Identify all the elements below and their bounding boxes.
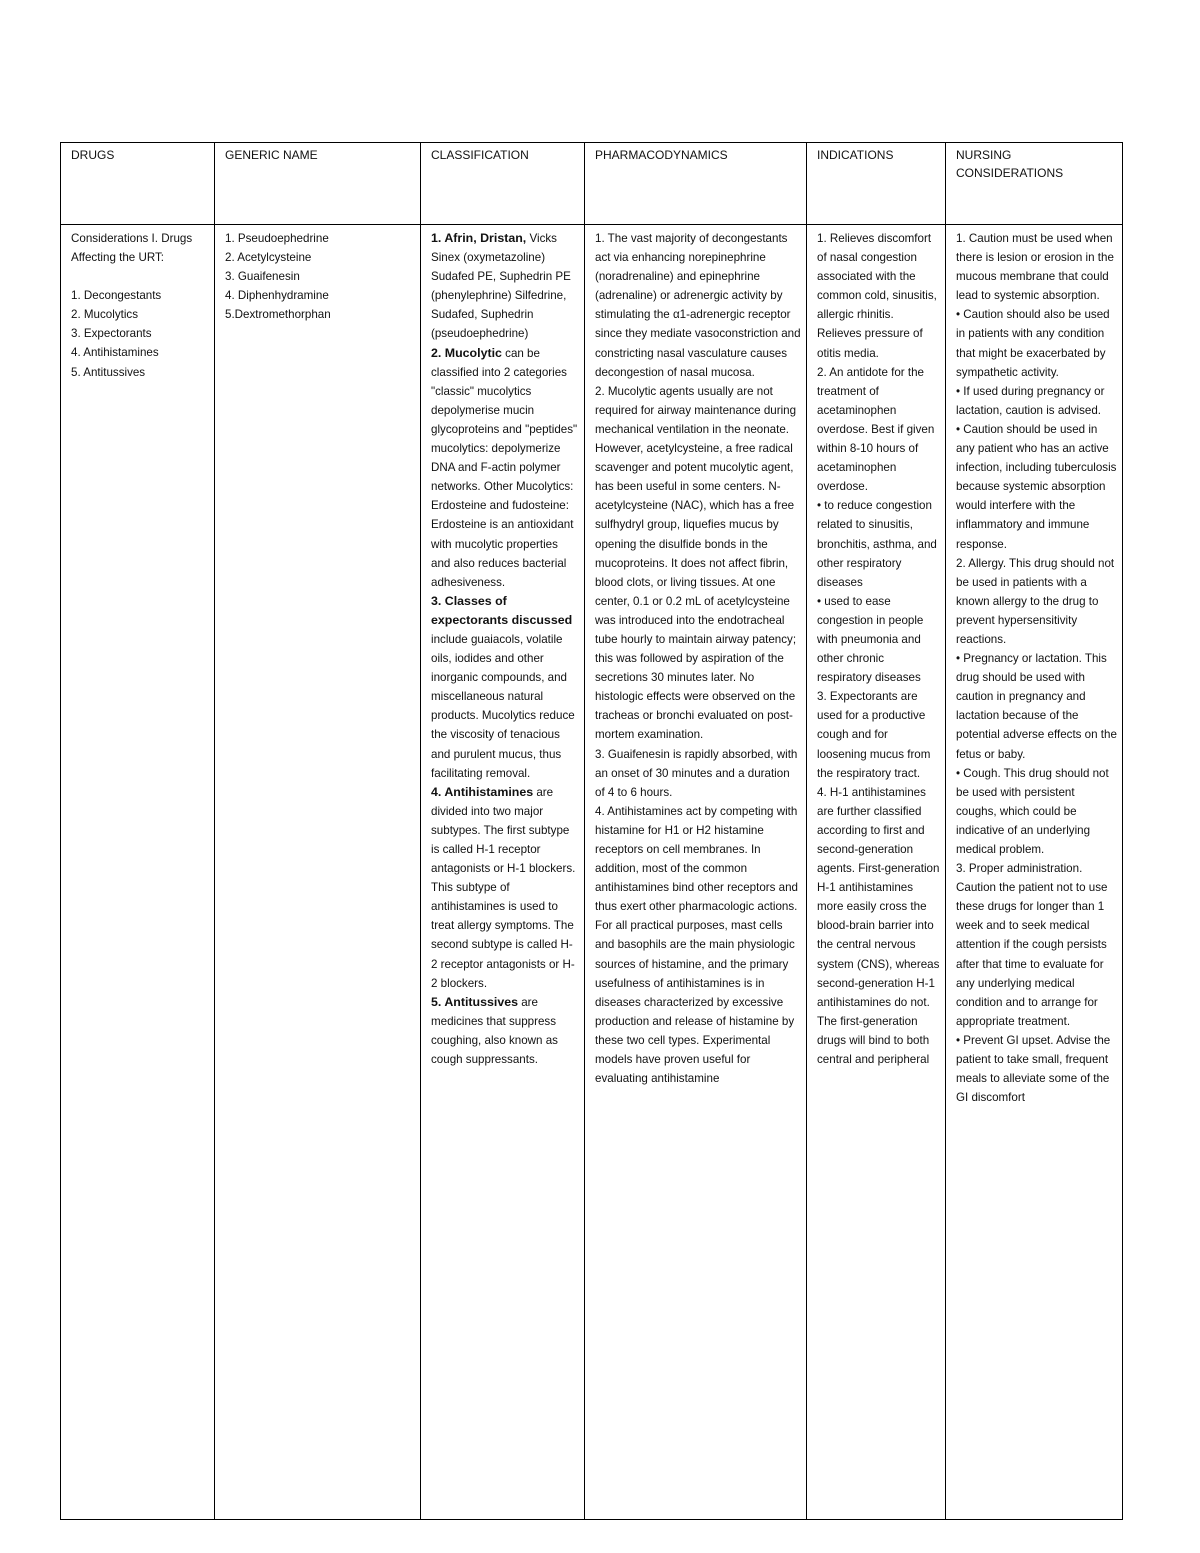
nursing-entry: • If used during pregnancy or lactation, caution is advised. <box>956 384 1105 417</box>
nursing-considerations-cell <box>946 225 1123 1520</box>
pharmacodynamics-entry: 4. Antihistamines act by competing with histamine for H1 or H2 histamine receptors on cell membranes. In addition, most of the common antihistamines bind other receptors and thus exert other pharmacologic actions. For all practical purposes, mast cells and basophils are the main physiologic sources of histamine, and the primary usefulness of antihistamines is in diseases characterized by excessive production and release of histamine by these two cell types. Experimental models have proven useful for evaluating antihistamine <box>595 804 799 1086</box>
nursing-entry: 2. Allergy. This drug should not be used in patients with a known allergy to the drug to prevent hypersensitivity reactions. <box>956 556 1115 646</box>
nursing-entry: • Prevent GI upset. Advise the patient to take small, frequent meals to alleviate some of the GI discomfort <box>956 1033 1111 1105</box>
classification-lead: 3. Classes of expectorants discussed <box>431 593 573 627</box>
classification-lead: 2. Mucolytic <box>431 345 502 360</box>
drug-class-item: 1. Decongestants <box>71 289 162 303</box>
indications-cell <box>807 225 946 1520</box>
indication-entry: 2. An antidote for the treatment of acetaminophen overdose. Best if given within 8-10 hours of acetaminophen overdose. <box>817 365 935 494</box>
indication-entry: • to reduce congestion related to sinusitis, bronchitis, asthma, and other respiratory diseases <box>817 499 937 589</box>
pharmacodynamics-entry: 2. Mucolytic agents usually are not required for airway maintenance during mechanical ventilation in the neonate. However, acetylcysteine, a free radical scavenger and potent mucolytic agent, has been useful in some centers. N-acetylcysteine (NAC), which has a free sulfhydryl group, liquefies mucus by opening the disulfide bonds in the mucoproteins. It does not affect fibrin, blood clots, or living tissues. At one center, 0.1 or 0.2 mL of acetylcysteine was introduced into the endotracheal tube hourly to maintain airway patency; this was followed by aspiration of the secretions 30 minutes later. No histologic effects were observed on the tracheas or bronchi evaluated on post-mortem examination. <box>595 384 797 742</box>
drugs-cell <box>61 225 215 1520</box>
header-generic-name: GENERIC NAME <box>215 143 421 225</box>
header-drugs: DRUGS <box>61 143 215 225</box>
indication-entry: 1. Relieves discomfort of nasal congestion associated with the common cold, sinusitis, allergic rhinitis. Relieves pressure of otitis media. <box>817 232 937 360</box>
generic-name-item: 5.Dextromethorphan <box>225 308 331 322</box>
drug-class-item: 4. Antihistamines <box>71 346 159 360</box>
classification-text: are divided into two major subtypes. The first subtype is called H-1 receptor antagonists or H-1 blockers. This subtype of antihistamines is used to treat allergy symptoms. The second subtype is called H-2 receptor antagonists or H-2 blockers. <box>431 785 576 990</box>
classification-entry <box>431 993 579 1069</box>
drug-table <box>60 142 1123 1520</box>
pharmacodynamics-entry: 1. The vast majority of decongestants act via enhancing norepinephrine (noradrenaline) and epinephrine (adrenaline) or adrenergic activity by stimulating the α1-adrenergic receptor since they mediate vasoconstriction and constricting nasal vasculature causes decongestion of nasal mucosa. <box>595 232 801 379</box>
table-row <box>61 225 1123 1520</box>
generic-name-item: 3. Guaifenesin <box>225 270 300 284</box>
drug-class-item: 3. Expectorants <box>71 327 152 341</box>
classification-text: Vicks Sinex (oxymetazoline) Sudafed PE, Suphedrin PE (phenylephrine) Silfedrine, Sudafed, Suphedrin (pseudoephedrine) <box>431 232 571 341</box>
classification-text: are medicines that suppress coughing, also known as cough suppressants. <box>431 995 558 1067</box>
nursing-entry: • Caution should also be used in patients with any condition that might be exacerbated by sympathetic activity. <box>956 308 1110 379</box>
indication-entry: 3. Expectorants are used for a productive cough and for loosening mucus from the respiratory tract. <box>817 690 931 780</box>
nursing-entry: • Cough. This drug should not be used with persistent coughs, which could be indicative of an underlying medical problem. <box>956 766 1109 856</box>
drugs-intro: Considerations I. Drugs Affecting the URT: <box>71 232 193 265</box>
generic-name-cell <box>215 225 421 1520</box>
classification-entry <box>431 783 579 993</box>
classification-entry <box>431 344 579 592</box>
nursing-entry: • Caution should be used in any patient who has an active infection, including tuberculosis because systemic absorption would interfere with the inflammatory and immune response. <box>956 422 1117 551</box>
pharmacodynamics-cell <box>585 225 807 1520</box>
classification-entry <box>431 229 579 344</box>
classification-cell <box>421 225 585 1520</box>
classification-text: can be classified into 2 categories "classic" mucolytics depolymerise mucin glycoproteins and "peptides" mucolytics: depolymerize DNA and F-actin polymer networks. Other Mucolytics: Erdosteine and fudosteine: Erdosteine is an antioxidant with mucolytic properties and also reduces bacterial adhesiveness. <box>431 346 578 589</box>
classification-lead: 5. Antitussives <box>431 994 518 1009</box>
nursing-entry: 3. Proper administration. Caution the patient not to use these drugs for longer than 1 week and to seek medical attention if the cough persists after that time to evaluate for any underlying medical condition and to arrange for appropriate treatment. <box>956 862 1108 1028</box>
indication-entry: • used to ease congestion in people with pneumonia and other chronic respiratory diseases <box>817 594 924 685</box>
header-nursing-considerations: NURSING CONSIDERATIONS <box>946 143 1123 225</box>
drug-class-item: 2. Mucolytics <box>71 308 139 322</box>
header-indications: INDICATIONS <box>807 143 946 225</box>
generic-name-item: 2. Acetylcysteine <box>225 251 312 265</box>
classification-text: include guaiacols, volatile oils, iodides and other inorganic compounds, and miscellaneous natural products. Mucolytics reduce the viscosity of tenacious and purulent mucus, thus facilitating removal. <box>431 632 575 780</box>
header-pharmacodynamics: PHARMACODYNAMICS <box>585 143 807 225</box>
classification-entry <box>431 592 579 783</box>
header-classification: CLASSIFICATION <box>421 143 585 225</box>
classification-lead: 4. Antihistamines <box>431 784 534 799</box>
header-row <box>61 143 1123 225</box>
drug-class-item: 5. Antitussives <box>71 365 146 379</box>
generic-name-item: 4. Diphenhydramine <box>225 289 329 303</box>
pharmacodynamics-entry: 3. Guaifenesin is rapidly absorbed, with an onset of 30 minutes and a duration of 4 to 6 hours. <box>595 747 798 799</box>
nursing-entry: 1. Caution must be used when there is lesion or erosion in the mucous membrane that could lead to systemic absorption. <box>956 232 1114 303</box>
nursing-entry: • Pregnancy or lactation. This drug should be used with caution in pregnancy and lactation because of the potential adverse effects on the fetus or baby. <box>956 652 1117 761</box>
generic-name-item: 1. Pseudoephedrine <box>225 232 329 245</box>
classification-lead: 1. Afrin, Dristan, <box>431 231 527 245</box>
indication-entry: 4. H-1 antihistamines are further classified according to first and second-generation agents. First-generation H-1 antihistamines more easily cross the blood-brain barrier into the central nervous system (CNS), whereas second-generation H-1 antihistamines do not. The first-generation drugs will bind to both central and peripheral <box>817 785 940 1067</box>
